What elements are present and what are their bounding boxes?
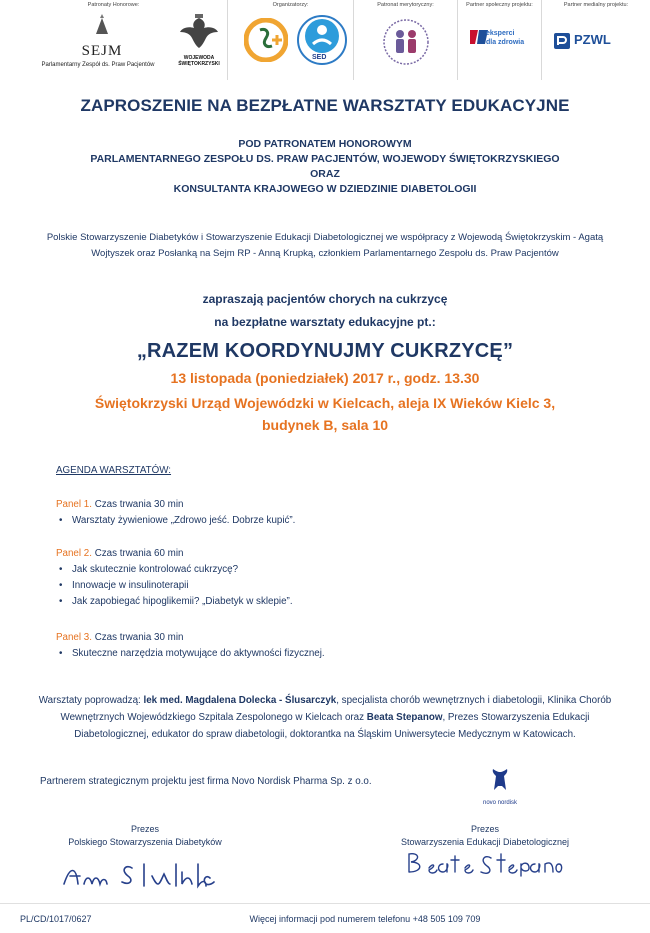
honorary-patrons-group xyxy=(0,0,228,80)
panel-2-duration: Czas trwania 60 min xyxy=(94,548,184,559)
invite-line-1: zapraszają pacjentów chorych na cukrzycę xyxy=(202,292,448,306)
leader-2-description: , Prezes Stowarzyszenia Edukacji Diabetologicznej, edukator do spraw diabetologii, doktorantka na Śląskim Uniwersytecie Medycznym w Katowicach. xyxy=(74,712,590,740)
right-handwritten-signature xyxy=(405,848,565,878)
substantive-patronage-caption: Patronat merytoryczny: xyxy=(377,2,434,8)
panel-1-duration: Czas trwania 30 min xyxy=(94,499,184,510)
eksperci-logo xyxy=(470,30,540,60)
pzwl-mark-icon xyxy=(554,33,570,49)
panel-1-label: Panel 1. xyxy=(56,499,92,510)
panel-2-label: Panel 2. xyxy=(56,548,92,559)
organizers-group xyxy=(228,0,354,80)
sejm-logo-text: SEJM xyxy=(81,43,123,59)
sed-logo-text: SED xyxy=(312,54,327,61)
novo-nordisk-logo xyxy=(470,766,530,806)
leader-1-name: lek med. Magdalena Dolecka - Ślusarczyk xyxy=(143,695,337,706)
intro-paragraph: Polskie Stowarzyszenie Diabetyków i Stowarzyszenie Edukacji Diabetologicznej we współpracy z Wojewodą Świętokrzyskim - Agatą Wojtyszek oraz Posłanką na Sejm RP - Anną Krupką, członkiem Parlamentarnego Zespołu ds. Praw Pacjentów xyxy=(46,232,604,259)
media-partner-group xyxy=(542,0,650,80)
signature-scribble-icon xyxy=(60,858,220,890)
sejm-eagle-icon xyxy=(52,12,152,36)
novo-nordisk-text: novo nordisk xyxy=(482,800,518,806)
sed-logo xyxy=(296,14,348,70)
leader-2-name: Beata Stepanow xyxy=(366,712,443,723)
invite-line-2: na bezpłatne warsztaty edukacyjne pt.: xyxy=(214,315,436,329)
signature-block-left xyxy=(40,823,250,849)
patronage-line-4: KONSULTANTA KRAJOWEGO W DZIEDZINIE DIABETOLOGII xyxy=(173,183,477,195)
workshop-title: „RAZEM KOORDYNUJMY CUKRZYCĘ” xyxy=(136,340,514,362)
wojewoda-text-1: WOJEWODA xyxy=(183,55,215,61)
signature-block-right xyxy=(360,823,610,849)
list-item: • Skuteczne narzędzia motywujące do aktywności fizycznej. xyxy=(56,646,616,662)
right-signer-title: Prezes xyxy=(470,824,499,834)
logo-header xyxy=(0,0,650,88)
event-date: 13 listopada (poniedziałek) 2017 r., godz. 13.30 xyxy=(170,370,480,386)
agenda-panel-3 xyxy=(56,630,616,662)
agenda-heading: AGENDA WARSZTATÓW: xyxy=(56,465,172,476)
document-code: PL/CD/1017/0627 xyxy=(20,914,92,924)
list-item: • Innowacje w insulinoterapii xyxy=(56,578,616,594)
wojewoda-text-2: ŚWIĘTOKRZYSKI xyxy=(178,61,220,67)
patronage-line-1: POD PATRONATEM HONOROWYM xyxy=(238,138,412,150)
leader-1-description: , specjalista chorób wewnętrznych i diabetologii, Klinika Chorób Wewnętrznych Wojewódzkiego Szpitala Zespolonego w Kielcach oraz xyxy=(60,695,612,723)
media-partner-caption: Partner medialny projektu: xyxy=(563,2,629,8)
panel-3-duration: Czas trwania 30 min xyxy=(94,632,184,643)
event-place-line-1: Świętokrzyski Urząd Wojewódzki w Kielcach, aleja IX Wieków Kielc 3, xyxy=(94,395,556,411)
leaders-prefix: Warsztaty poprowadzą: xyxy=(38,695,144,706)
diabetic-association-icon xyxy=(244,18,288,62)
signature-scribble-icon xyxy=(405,848,565,878)
list-item: • Jak skutecznie kontrolować cukrzycę? xyxy=(56,562,616,578)
people-group-icon xyxy=(382,16,430,68)
social-partner-group xyxy=(458,0,542,80)
pzwl-text: PZWL xyxy=(574,32,611,47)
honorary-patrons-caption: Patronaty Honorowe: xyxy=(87,2,140,8)
polish-eagle-icon xyxy=(172,14,226,50)
diabetology-consultant-logo xyxy=(382,16,430,68)
sejm-caption: Parlamentarny Zespół ds. Praw Pacjentów xyxy=(41,62,155,68)
eksperci-text-1: eksperci xyxy=(486,30,515,37)
agenda-panel-2 xyxy=(56,546,616,610)
event-place-line-2: budynek B, sala 10 xyxy=(261,417,389,433)
left-signer-org: Polskiego Stowarzyszenia Diabetyków xyxy=(68,837,222,847)
agenda-panel-1 xyxy=(56,497,616,529)
substantive-patronage-group xyxy=(354,0,458,80)
panel-3-label: Panel 3. xyxy=(56,632,92,643)
list-item: • Warsztaty żywieniowe „Zdrowo jeść. Dobrze kupić”. xyxy=(56,513,616,529)
social-partner-caption: Partner społeczny projektu: xyxy=(466,2,533,8)
footer-divider xyxy=(0,903,650,904)
psd-logo xyxy=(244,18,288,62)
strategic-partner-text: Partnerem strategicznym projektu jest firma Novo Nordisk Pharma Sp. z o.o. xyxy=(40,776,372,787)
apis-bull-icon xyxy=(470,766,530,796)
patronage-line-3: ORAZ xyxy=(310,168,340,180)
left-signer-title: Prezes xyxy=(130,824,159,834)
page-title: ZAPROSZENIE NA BEZPŁATNE WARSZTATY EDUKACYJNE xyxy=(80,96,570,115)
leaders-paragraph xyxy=(30,692,620,743)
wojewoda-logo xyxy=(172,14,226,76)
patronage-line-2: PARLAMENTARNEGO ZESPOŁU DS. PRAW PACJENTÓW, WOJEWODY ŚWIĘTOKRZYSKIEGO xyxy=(90,153,560,165)
eksperci-text-2: dla zdrowia xyxy=(486,39,525,46)
right-signer-org: Stowarzyszenia Edukacji Diabetologicznej xyxy=(400,837,570,847)
pzwl-logo xyxy=(554,32,634,52)
footer-info: Więcej informacji pod numerem telefonu +48 505 109 709 xyxy=(249,914,481,924)
left-handwritten-signature xyxy=(60,858,220,890)
list-item: • Jak zapobiegać hipoglikemii? „Diabetyk w sklepie”. xyxy=(56,594,616,610)
organizers-caption: Organizatorzy: xyxy=(272,2,309,8)
